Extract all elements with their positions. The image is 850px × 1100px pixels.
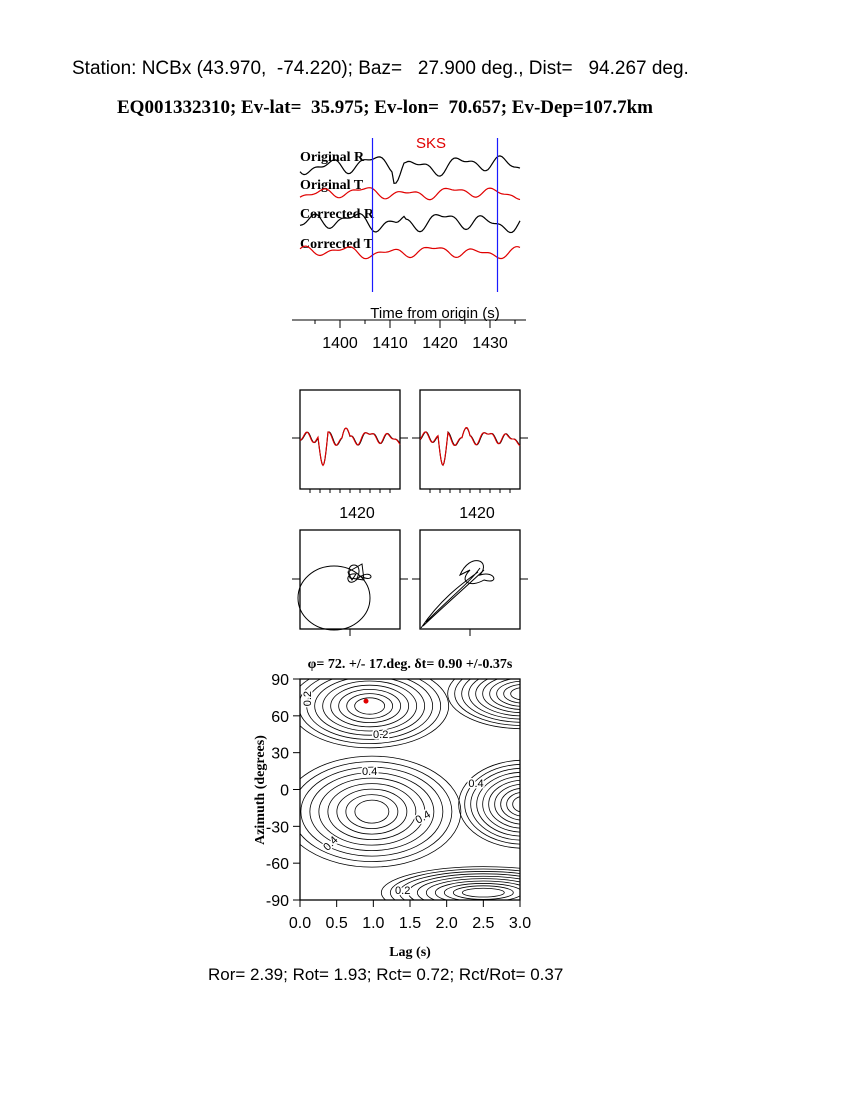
waveform-tick-label-original: 1420 (339, 505, 375, 522)
contour-label: 0.4 (413, 808, 433, 827)
lag-tick-label: 1.0 (362, 915, 385, 932)
contour-line (319, 778, 425, 845)
contour-line (339, 689, 401, 722)
particle-motion-corrected (412, 530, 528, 636)
azimuth-tick-label: -60 (265, 856, 289, 874)
best-fit-marker (364, 699, 369, 704)
time-tick-label: 1410 (372, 335, 408, 352)
event-info: EQ001332310; Ev-lat= 35.975; Ev-lon= 70.657; Ev-Dep=107.7km (117, 97, 653, 118)
azimuth-axis-label: Azimuth (degrees) (253, 735, 268, 845)
time-axis-label: Time from origin (s) (370, 305, 500, 322)
overlay-trace (300, 428, 400, 465)
lag-tick-label: 2.0 (435, 915, 458, 932)
contour-line (337, 789, 407, 834)
azimuth-tick-label: 30 (271, 745, 289, 763)
contour-label: 0.2 (302, 690, 314, 707)
overlay-trace (300, 428, 400, 465)
contour-label: 0.4 (321, 834, 341, 854)
contour-line (328, 784, 416, 840)
trace-label: Original T (300, 178, 364, 193)
contour-label: 0.2 (395, 884, 411, 897)
lag-tick-label: 0.0 (288, 915, 312, 932)
lag-tick-label: 0.5 (325, 915, 348, 932)
lag-axis-label: Lag (s) (389, 945, 431, 960)
azimuth-tick-label: -30 (265, 819, 289, 837)
overlay-trace (420, 428, 520, 465)
azimuth-tick-label: 60 (271, 708, 289, 726)
contour-line (355, 698, 385, 714)
time-tick-label: 1400 (322, 335, 358, 352)
splitting-ratios: Ror= 2.39; Rot= 1.93; Rct= 0.72; Rct/Rot= 0.37 (208, 965, 564, 984)
contour-label: 0.4 (468, 778, 484, 791)
contour-line (355, 800, 389, 823)
seismogram-panel (292, 135, 526, 352)
phase-label: SKS (415, 135, 447, 152)
particle-motion-original (292, 530, 408, 636)
contour-line (307, 673, 433, 740)
lag-tick-label: 2.5 (472, 915, 495, 932)
contour-line (323, 681, 417, 731)
contour-line (299, 668, 441, 743)
waveform-overlay-original (292, 390, 408, 522)
azimuth-tick-label: 90 (271, 672, 289, 689)
time-tick-label: 1420 (422, 335, 458, 352)
waveform-overlay-corrected (412, 390, 528, 522)
lag-tick-label: 3.0 (508, 915, 532, 932)
contour-line (331, 685, 409, 727)
trace-label: Original R (300, 150, 365, 165)
time-tick-label: 1430 (472, 335, 508, 352)
contour-label: 0.2 (373, 728, 389, 741)
azimuth-tick-label: -90 (265, 893, 289, 910)
contour-panel (253, 657, 600, 960)
waveform-tick-label-corrected: 1420 (459, 505, 495, 522)
contour-line (347, 694, 393, 719)
azimuth-tick-label: 0 (280, 782, 289, 800)
contour-title: φ= 72. +/- 17.deg. δt= 0.90 +/-0.37s (307, 657, 513, 672)
contour-label: 0.4 (362, 765, 378, 778)
station-info: Station: NCBx (43.970, -74.220); Baz= 27.900 deg., Dist= 94.267 deg. (72, 58, 689, 79)
trace-label: Corrected T (300, 237, 373, 252)
lag-tick-label: 1.5 (398, 915, 422, 932)
trace-label: Corrected R (300, 207, 374, 222)
